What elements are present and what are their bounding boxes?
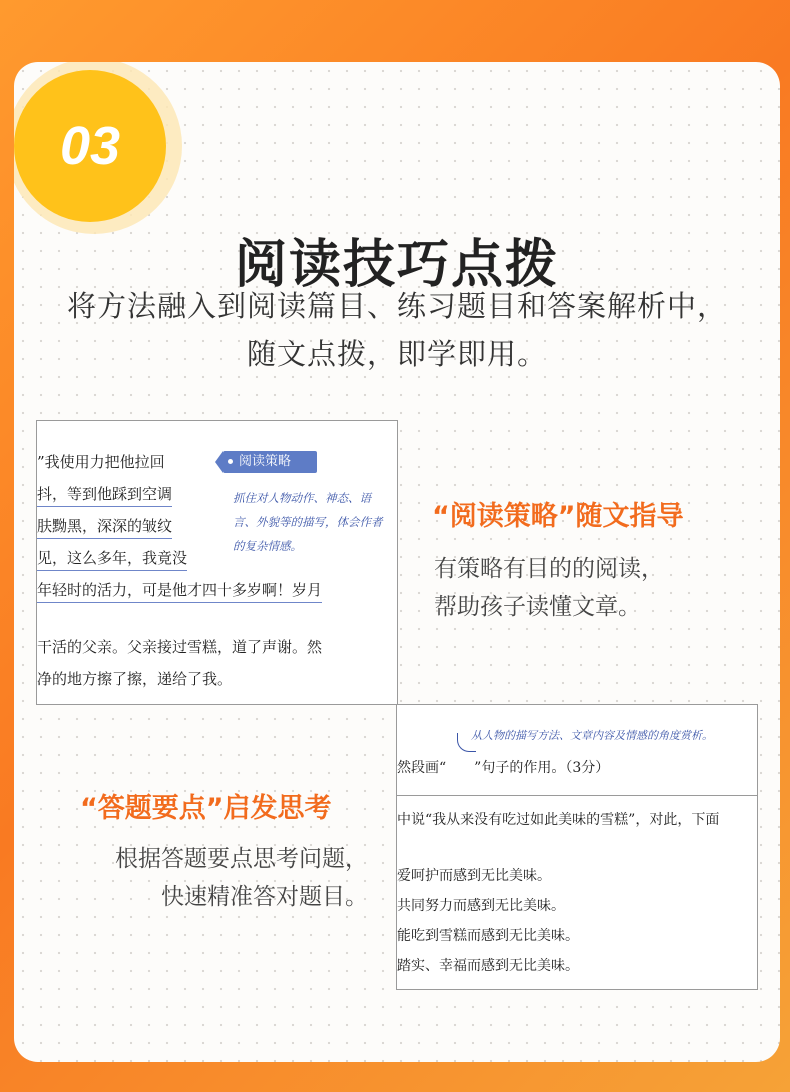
answer-option: 踏实、幸福而感到无比美味。 — [397, 958, 579, 974]
answer-option: 能吃到雪糕而感到无比美味。 — [397, 928, 579, 944]
feature-desc-line: 有策略有目的的阅读， — [434, 556, 664, 582]
question-line: 然段画“ ”句子的作用。（3分） — [397, 760, 610, 776]
section-number-badge: 03 — [14, 70, 166, 222]
excerpt-line: 净的地方擦了擦，递给了我。 — [37, 670, 233, 688]
feature-label-answer-points: “答题要点”启发思考 — [80, 793, 332, 824]
excerpt-line: 年轻时的活力，可是他才四十多岁啊！岁月 — [37, 579, 322, 603]
page-title: 阅读技巧点拨 — [234, 235, 559, 295]
subtitle-line-2: 随文点拨，即学即用。 — [246, 337, 547, 371]
reading-strategy-tag: 阅读策略 — [223, 451, 317, 473]
book-excerpt-reading-strategy — [36, 420, 398, 705]
excerpt-line: 肤黝黑，深深的皱纹 — [37, 515, 172, 539]
excerpt-line: 抖，等到他踩到空调 — [37, 483, 172, 507]
answer-option: 爱呵护而感到无比美味。 — [397, 868, 551, 884]
divider — [397, 795, 757, 796]
feature-label-reading-strategy: “阅读策略”随文指导 — [432, 501, 684, 532]
answer-option: 共同努力而感到无比美味。 — [397, 898, 565, 914]
feature-desc-line: 根据答题要点思考问题， — [115, 846, 368, 872]
subtitle-line-1: 将方法融入到阅读篇目、练习题目和答案解析中， — [66, 289, 727, 323]
excerpt-line: 干活的父亲。父亲接过雪糕，道了声谢。然 — [37, 638, 323, 656]
feature-desc-line: 帮助孩子读懂文章。 — [434, 594, 641, 620]
excerpt-line: ”我使用力把他拉回 — [37, 453, 165, 471]
handwritten-annotation: 从人物的描写方法、文章内容及情感的角度赏析。 — [471, 729, 713, 742]
handwritten-annotation: 抓住对人物动作、神态、语言、外貌等的描写，体会作者的复杂情感。 — [233, 491, 383, 553]
content-card — [14, 62, 780, 1062]
book-excerpt-answer-points — [396, 704, 758, 990]
excerpt-line: 见，这么多年，我竟没 — [37, 547, 187, 571]
question-line: 中说“我从来没有吃过如此美味的雪糕”，对此，下面 — [397, 812, 720, 828]
feature-desc-line: 快速精准答对题目。 — [161, 884, 368, 910]
